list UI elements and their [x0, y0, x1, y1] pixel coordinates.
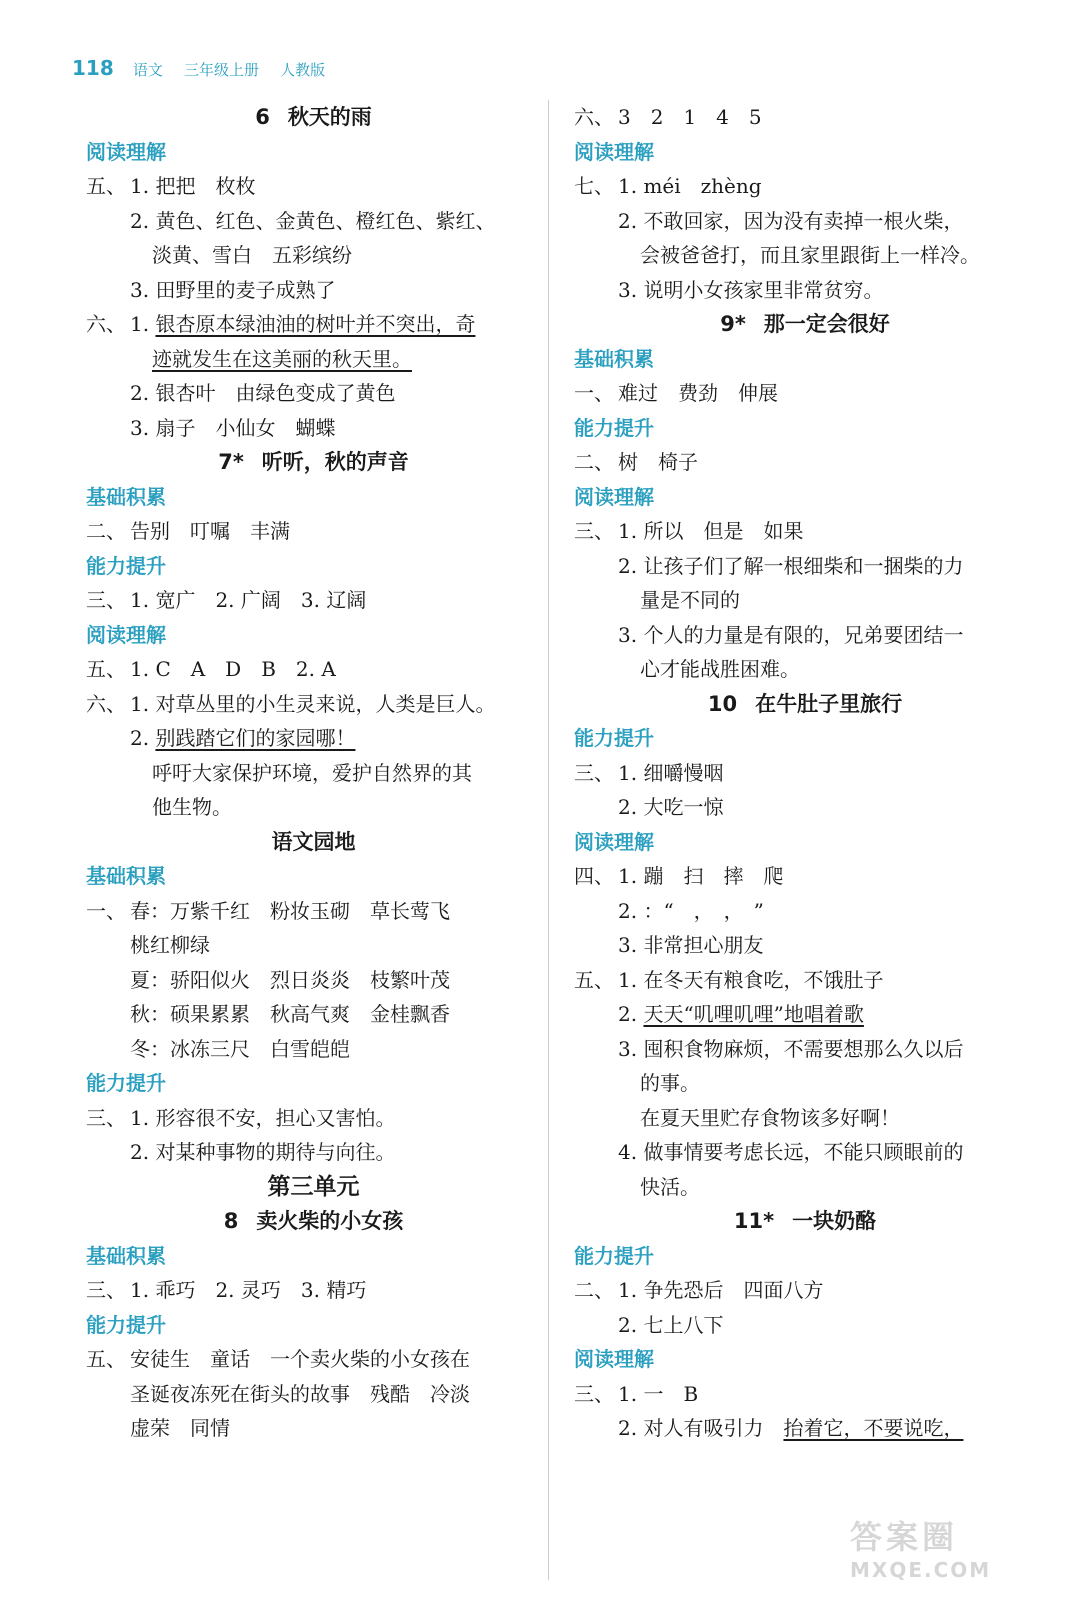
answer-line	[574, 997, 1036, 1032]
answer-text: 1. C A D B 2. A	[130, 657, 336, 681]
item-number: 1.	[130, 312, 156, 336]
answer-line	[574, 894, 1036, 929]
section-heading: 阅读理解	[574, 829, 654, 854]
answer-text: 1. 在冬天有粮食吃，不饿肚子	[618, 967, 884, 992]
answer-text: 桃红柳绿	[130, 933, 210, 957]
answer-text: 冬：冰冻三尺 白雪皑皑	[130, 1036, 350, 1061]
question-marker: 六、	[86, 691, 126, 716]
underlined-answer: 迹就发生在这美丽的秋天里。	[152, 346, 412, 371]
lesson-title-text: 听听，秋的声音	[261, 450, 409, 474]
answer-text: 虚荣 同情	[130, 1416, 230, 1440]
lesson-title-text: 第三单元	[267, 1173, 360, 1200]
answer-line	[574, 618, 1036, 653]
answer-line	[574, 652, 1036, 687]
answer-text: 1. méi zhèng	[618, 174, 762, 198]
section-heading: 阅读理解	[574, 1347, 654, 1371]
section-heading: 能力提升	[86, 553, 166, 578]
answer-text: 的事。	[640, 1071, 700, 1095]
answer-text: 3. 个人的力量是有限的，兄弟要团结一	[618, 622, 964, 647]
lesson-title-text: 秋天的雨	[287, 105, 372, 129]
answer-text: 心才能战胜困难。	[640, 657, 800, 681]
answer-text: 圣诞夜冻死在街头的故事 残酷 冷淡	[130, 1381, 470, 1406]
answer-text: 秋：硕果累累 秋高气爽 金桂飘香	[130, 1002, 450, 1026]
answer-text: 1. 对草丛里的小生灵来说，人类是巨人。	[130, 691, 496, 716]
answer-line	[574, 790, 1036, 825]
answer-text: 难过 费劲 伸展	[618, 381, 778, 405]
underlined-answer: 银杏原本绿油油的树叶并不突出，奇	[155, 312, 476, 336]
lesson-number: 6	[255, 105, 270, 129]
section-heading: 基础积累	[86, 864, 166, 888]
answer-line	[86, 721, 541, 756]
answer-line	[574, 1032, 1036, 1067]
lesson-number: 7*	[218, 450, 244, 474]
question-marker: 七、	[574, 174, 614, 198]
watermark-line2: MXQE.COM	[850, 1558, 992, 1582]
lesson-title-text: 语文园地	[271, 829, 356, 854]
section-heading: 基础积累	[86, 1243, 166, 1268]
answer-line	[574, 756, 1036, 791]
answer-text: 夏：骄阳似火 烈日炎炎 枝繁叶茂	[130, 967, 450, 992]
answer-line	[574, 445, 1036, 480]
answer-line	[86, 583, 541, 618]
answer-line	[86, 894, 541, 929]
question-marker: 三、	[574, 1381, 614, 1406]
page-header	[72, 56, 341, 80]
answer-text: 1. 把把 枚枚	[130, 174, 256, 198]
answer-line	[86, 1342, 541, 1377]
answer-text: 安徒生 童话 一个卖火柴的小女孩在	[130, 1347, 470, 1371]
answer-text: 呼吁大家保护环境，爱护自然界的其	[152, 760, 472, 785]
section-heading: 阅读理解	[574, 484, 654, 509]
answer-line	[574, 1135, 1036, 1170]
answer-text: 1. 乖巧 2. 灵巧 3. 精巧	[130, 1278, 367, 1302]
section-heading: 基础积累	[86, 484, 166, 509]
question-marker: 四、	[574, 864, 614, 888]
answer-line	[86, 169, 541, 204]
answer-text: 2. 大吃一惊	[618, 795, 724, 819]
answer-text: 快活。	[640, 1174, 700, 1199]
answer-text: 1. 所以 但是 如果	[618, 519, 804, 543]
section-heading: 能力提升	[86, 1071, 166, 1095]
answer-text: 2. ：“ ， ， ”	[618, 898, 764, 923]
question-marker: 五、	[86, 174, 126, 198]
question-marker: 六、	[574, 105, 614, 129]
item-number: 2.	[618, 1002, 644, 1026]
answer-text: 3. 扇子 小仙女 蝴蝶	[130, 415, 336, 440]
question-marker: 五、	[86, 1347, 126, 1371]
answer-line	[86, 411, 541, 446]
question-marker: 一、	[86, 898, 126, 923]
section-heading: 阅读理解	[86, 622, 166, 647]
answer-text: 树 椅子	[618, 450, 698, 474]
answer-line	[86, 928, 541, 963]
lesson-title	[86, 100, 541, 135]
subject-label: 语文	[132, 61, 163, 79]
answer-line	[574, 273, 1036, 308]
section-heading: 能力提升	[574, 1243, 654, 1268]
answer-line	[86, 342, 541, 377]
answer-line	[86, 756, 541, 791]
answer-line	[574, 376, 1036, 411]
answer-line	[86, 1273, 541, 1308]
answer-line	[86, 307, 541, 342]
answer-line	[574, 1308, 1036, 1343]
answer-line	[574, 1066, 1036, 1101]
item-number: 2.	[130, 726, 156, 750]
answer-line	[574, 1273, 1036, 1308]
left-column	[86, 100, 541, 1446]
question-marker: 三、	[86, 588, 126, 612]
page-number: 118	[72, 56, 114, 80]
answer-text: 春：万紫千红 粉妆玉砌 草长莺飞	[130, 898, 450, 923]
answer-line	[86, 514, 541, 549]
lesson-title	[574, 1204, 1036, 1239]
answer-text: 3. 非常担心朋友	[618, 933, 764, 957]
answer-line	[574, 238, 1036, 273]
lesson-number: 8	[223, 1209, 239, 1233]
question-marker: 五、	[574, 967, 614, 992]
answer-line	[574, 100, 1036, 135]
lesson-number: 11*	[733, 1209, 775, 1233]
answer-text: 1. 一 B	[618, 1381, 699, 1406]
answer-text: 会被爸爸打，而且家里跟街上一样冷。	[640, 243, 980, 267]
lesson-number: 10	[707, 691, 738, 716]
answer-text: 2. 不敢回家，因为没有卖掉一根火柴，	[618, 208, 964, 233]
watermark-logo	[850, 1512, 1050, 1592]
answer-text: 4. 做事情要考虑长远，不能只顾眼前的	[618, 1140, 964, 1164]
answer-text: 在夏天里贮存食物该多好啊！	[640, 1105, 900, 1130]
section-heading: 阅读理解	[86, 139, 166, 164]
answer-text: 3 2 1 4 5	[618, 105, 762, 129]
answer-text: 3. 说明小女孩家里非常贫穷。	[618, 277, 884, 302]
answer-line	[574, 1377, 1036, 1412]
answer-text: 2. 银杏叶 由绿色变成了黄色	[130, 381, 396, 405]
answer-line	[86, 376, 541, 411]
answer-text: 1. 争先恐后 四面八方	[618, 1278, 824, 1302]
question-marker: 二、	[574, 1278, 614, 1302]
lesson-title	[86, 825, 541, 860]
section-heading: 基础积累	[574, 346, 654, 371]
answer-text: 2. 让孩子们了解一根细柴和一捆柴的力	[618, 553, 964, 578]
lesson-title	[574, 687, 1036, 722]
answer-line	[574, 204, 1036, 239]
question-marker: 二、	[86, 519, 126, 543]
answer-line	[574, 169, 1036, 204]
answer-line	[574, 583, 1036, 618]
answer-line	[574, 928, 1036, 963]
answer-line	[86, 687, 541, 722]
lesson-title-text: 那一定会很好	[763, 312, 890, 336]
answer-line	[574, 859, 1036, 894]
lesson-title	[86, 1204, 541, 1239]
answer-line	[574, 1101, 1036, 1136]
answer-line	[86, 204, 541, 239]
answer-line	[86, 1032, 541, 1067]
answer-line	[574, 549, 1036, 584]
answer-text: 1. 蹦 扫 摔 爬	[618, 864, 784, 888]
answer-line	[574, 1411, 1036, 1446]
answer-text: 2. 对某种事物的期待与向往。	[130, 1140, 396, 1164]
question-marker: 一、	[574, 381, 614, 405]
answer-text: 量是不同的	[640, 588, 740, 612]
watermark-line1: 答案圈	[850, 1518, 959, 1556]
question-marker: 三、	[574, 760, 614, 785]
answer-line	[574, 1170, 1036, 1205]
underlined-answer: 抬着它，不要说吃，	[783, 1416, 964, 1440]
lesson-title-text: 一块奶酪	[792, 1209, 877, 1233]
question-marker: 二、	[574, 450, 614, 474]
section-heading: 能力提升	[86, 1312, 166, 1337]
section-heading: 能力提升	[574, 415, 654, 440]
lesson-number: 9*	[720, 312, 746, 336]
question-marker: 三、	[574, 519, 614, 543]
answer-line	[574, 963, 1036, 998]
answer-line	[86, 273, 541, 308]
answer-line	[574, 514, 1036, 549]
underlined-answer: 天天“叽哩叽哩”地唱着歌	[643, 1002, 864, 1026]
edition-label: 人教版	[280, 61, 326, 79]
answer-line	[86, 1101, 541, 1136]
answer-text: 3. 田野里的麦子成熟了	[130, 277, 336, 302]
answer-line	[86, 1411, 541, 1446]
section-heading: 阅读理解	[574, 139, 654, 164]
underlined-answer: 别践踏它们的家园哪！	[155, 726, 356, 750]
question-marker: 六、	[86, 312, 126, 336]
answer-text: 他生物。	[152, 795, 232, 819]
question-marker: 五、	[86, 657, 126, 681]
answer-text: 1. 形容很不安，担心又害怕。	[130, 1105, 396, 1130]
lesson-title	[574, 307, 1036, 342]
question-marker: 三、	[86, 1105, 126, 1130]
answer-line	[86, 963, 541, 998]
answer-text: 1. 宽广 2. 广阔 3. 辽阔	[130, 588, 367, 612]
answer-text: 告别 叮嘱 丰满	[130, 519, 290, 543]
answer-line	[86, 238, 541, 273]
right-column	[574, 100, 1036, 1446]
answer-line	[86, 1377, 541, 1412]
grade-label: 三年级上册	[183, 61, 259, 79]
question-marker: 三、	[86, 1278, 126, 1302]
lesson-title	[86, 445, 541, 480]
section-heading: 能力提升	[574, 726, 654, 750]
answer-text: 1. 细嚼慢咽	[618, 760, 724, 785]
answer-text: 淡黄、雪白 五彩缤纷	[152, 243, 352, 267]
answer-text: 2. 对人有吸引力	[618, 1416, 784, 1440]
answer-line	[86, 790, 541, 825]
answer-text: 3. 囤积食物麻烦，不需要想那么久以后	[618, 1036, 964, 1061]
lesson-title-text: 卖火柴的小女孩	[256, 1209, 404, 1233]
answer-text: 2. 黄色、红色、金黄色、橙红色、紫红、	[130, 208, 496, 233]
answer-line	[86, 652, 541, 687]
lesson-title-text: 在牛肚子里旅行	[755, 691, 903, 716]
answer-text: 2. 七上八下	[618, 1312, 724, 1337]
answer-line	[86, 1135, 541, 1170]
lesson-title	[86, 1170, 541, 1205]
answer-line	[86, 997, 541, 1032]
column-divider	[548, 100, 549, 1580]
